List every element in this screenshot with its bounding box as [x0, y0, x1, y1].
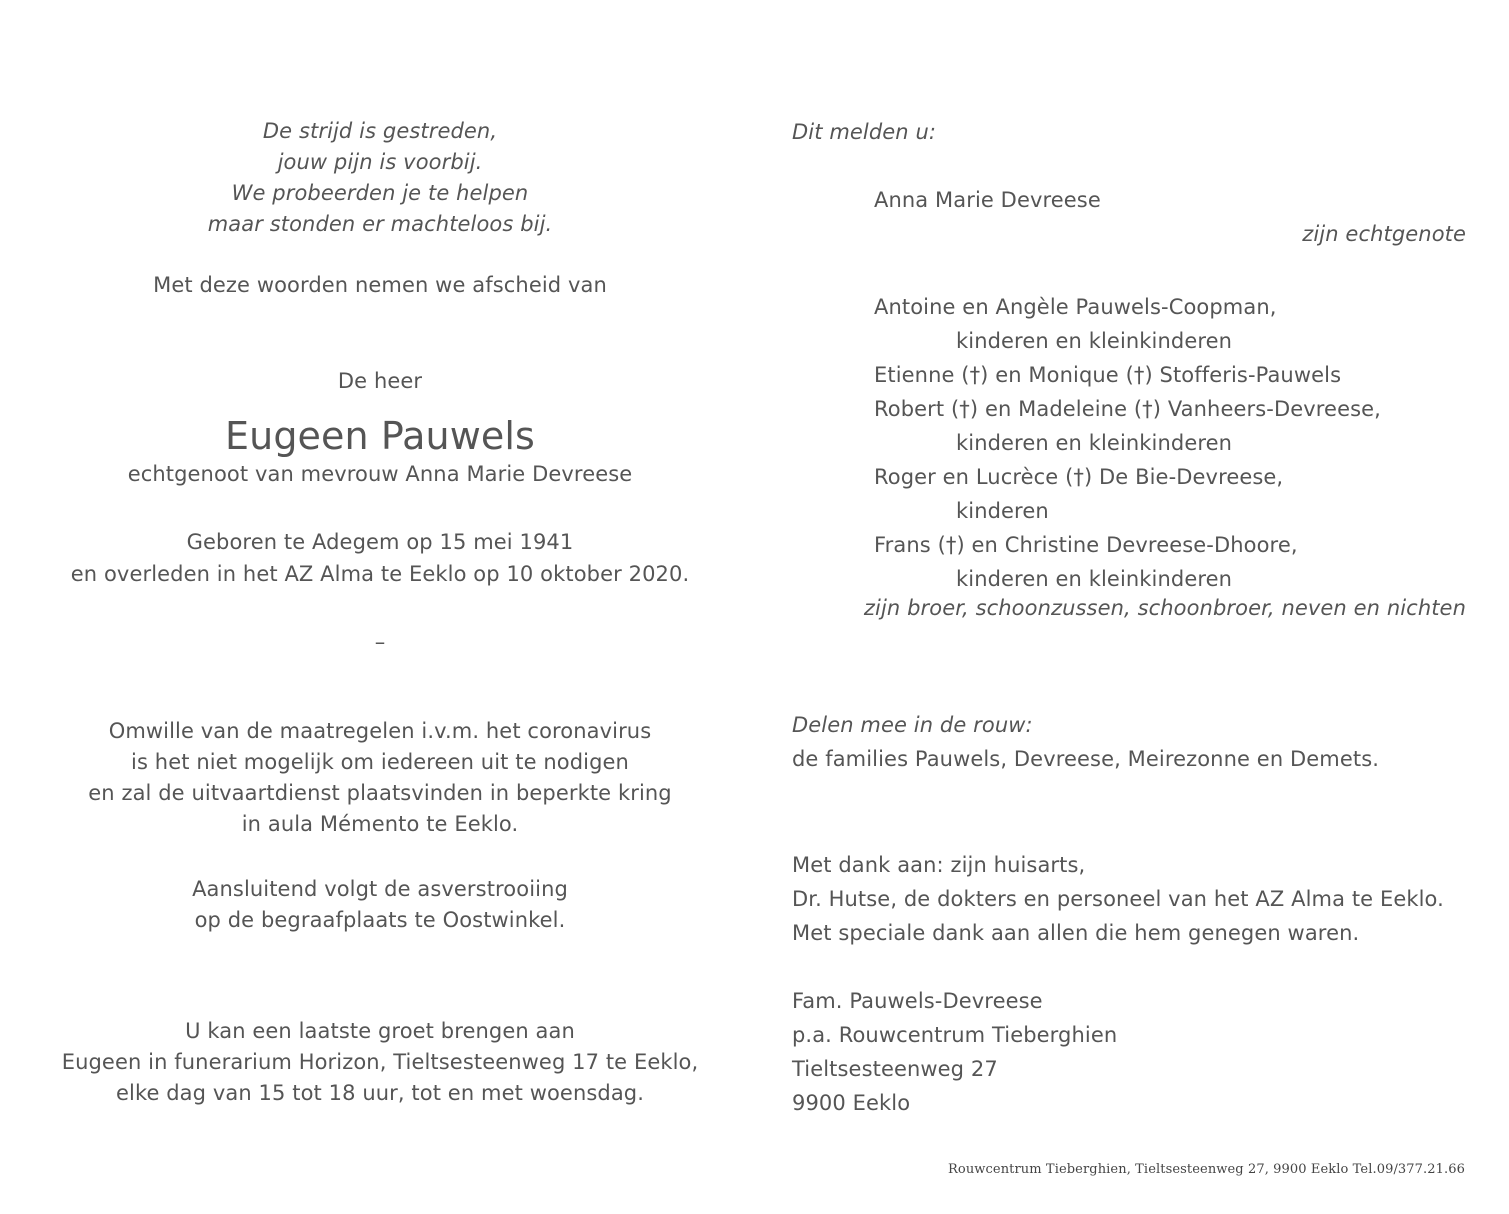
- scattering-notice: [0, 874, 760, 936]
- family-line: kinderen en kleinkinderen: [956, 567, 1233, 591]
- thanks-line: Dr. Hutse, de dokters en personeel van het AZ Alma te Eeklo.: [792, 887, 1444, 911]
- address-block: [792, 984, 1117, 1120]
- family-line: kinderen en kleinkinderen: [956, 431, 1233, 455]
- announce-label: Dit melden u:: [792, 120, 937, 144]
- separator-dash: –: [374, 630, 386, 654]
- address-line: 9900 Eeklo: [792, 1091, 911, 1115]
- poem-line: De strijd is gestreden,: [262, 119, 498, 143]
- visit-line: U kan een laatste groet brengen aan: [185, 1019, 575, 1043]
- thanks-line: Met dank aan: zijn huisarts,: [792, 853, 1086, 877]
- dates: [0, 526, 760, 590]
- widow-name: Anna Marie Devreese: [874, 188, 1101, 212]
- address-line: p.a. Rouwcentrum Tieberghien: [792, 1023, 1118, 1047]
- thanks-block: [792, 848, 1444, 950]
- covid-line: en zal de uitvaartdienst plaatsvinden in beperkte kring: [88, 781, 672, 805]
- family-list: [792, 290, 1381, 596]
- poem: [0, 116, 760, 240]
- family-line: Robert (†) en Madeleine (†) Vanheers-Devreese,: [874, 397, 1381, 421]
- family-role: zijn broer, schoonzussen, schoonbroer, neven en nichten: [863, 596, 1466, 620]
- spouse-line: echtgenoot van mevrouw Anna Marie Devreese: [127, 462, 633, 486]
- deceased-name: Eugeen Pauwels: [225, 414, 535, 458]
- death-line: en overleden in het AZ Alma te Eeklo op 10 oktober 2020.: [70, 562, 690, 586]
- widow-role: zijn echtgenote: [1302, 222, 1466, 246]
- mourning-families: de families Pauwels, Devreese, Meirezonne en Demets.: [792, 747, 1380, 771]
- mourning-label: Delen mee in de rouw:: [792, 713, 1033, 737]
- family-line: Antoine en Angèle Pauwels-Coopman,: [874, 295, 1277, 319]
- covid-notice: [0, 716, 760, 840]
- family-line: kinderen en kleinkinderen: [956, 329, 1233, 353]
- family-line: kinderen: [956, 499, 1049, 523]
- scattering-line: Aansluitend volgt de asverstrooiing: [192, 877, 568, 901]
- visit-line: Eugeen in funerarium Horizon, Tieltsesteenweg 17 te Eeklo,: [61, 1050, 699, 1074]
- visit-notice: [0, 1016, 760, 1109]
- address-line: Fam. Pauwels-Devreese: [792, 989, 1043, 1013]
- address-line: Tieltsesteenweg 27: [792, 1057, 998, 1081]
- covid-line: is het niet mogelijk om iedereen uit te nodigen: [131, 750, 629, 774]
- covid-line: in aula Mémento te Eeklo.: [241, 812, 519, 836]
- scattering-line: op de begraafplaats te Oostwinkel.: [194, 908, 566, 932]
- salutation: De heer: [337, 369, 423, 393]
- family-line: Etienne (†) en Monique (†) Stofferis-Pauwels: [874, 363, 1342, 387]
- birth-line: Geboren te Adegem op 15 mei 1941: [186, 530, 574, 554]
- poem-line: maar stonden er machteloos bij.: [207, 212, 553, 236]
- intro-text: Met deze woorden nemen we afscheid van: [153, 273, 607, 297]
- funeral-home-footer: Rouwcentrum Tieberghien, Tieltsesteenweg 27, 9900 Eeklo Tel.09/377.21.66: [948, 1162, 1465, 1177]
- family-line: Frans (†) en Christine Devreese-Dhoore,: [874, 533, 1298, 557]
- covid-line: Omwille van de maatregelen i.v.m. het coronavirus: [108, 719, 652, 743]
- poem-line: jouw pijn is voorbij.: [277, 150, 483, 174]
- thanks-line: Met speciale dank aan allen die hem genegen waren.: [792, 921, 1360, 945]
- visit-line: elke dag van 15 tot 18 uur, tot en met woensdag.: [115, 1081, 644, 1105]
- poem-line: We probeerden je te helpen: [231, 181, 529, 205]
- family-line: Roger en Lucrèce (†) De Bie-Devreese,: [874, 465, 1284, 489]
